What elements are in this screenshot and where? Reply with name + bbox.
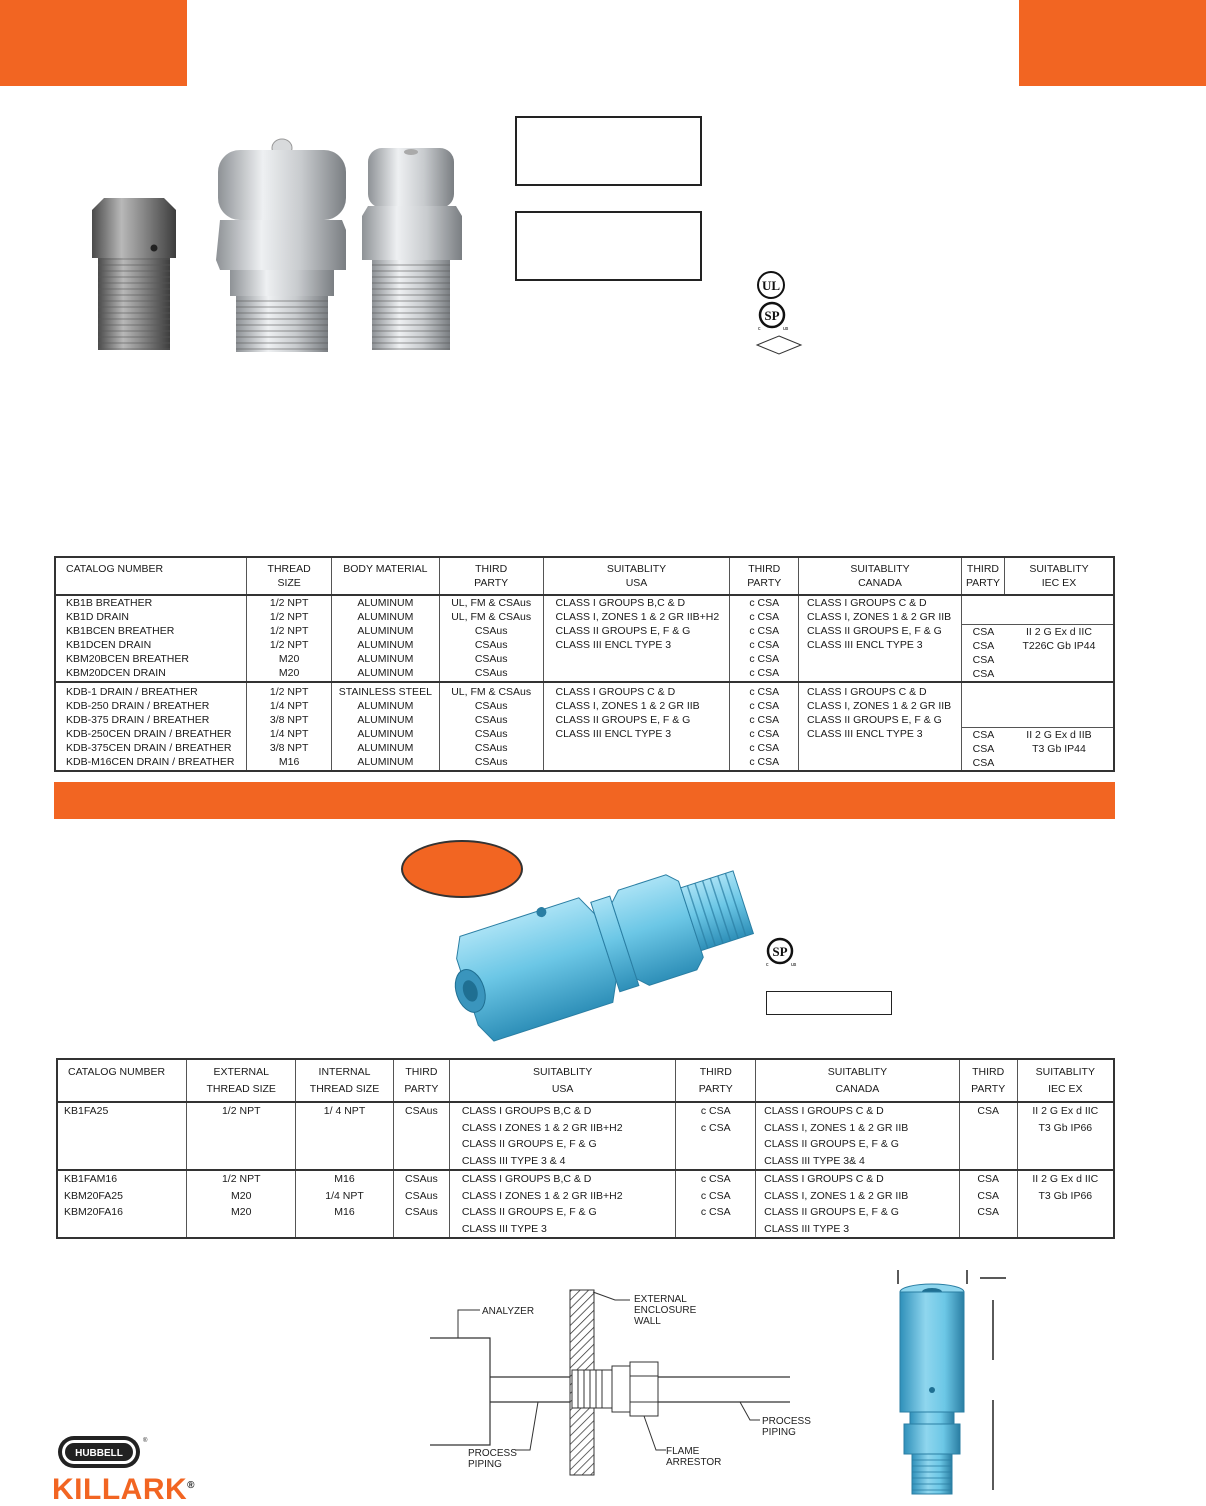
catalog-cell: KB1FAM16 KBM20FA25 KBM20FA16 — [64, 1173, 123, 1218]
col-third-party-iec: THIRD PARTY — [961, 557, 1004, 595]
col-suitability-iec: SUITABLITY IEC EX — [1017, 1059, 1114, 1102]
external-thread-cell: 1/2 NPT M20 M20 — [187, 1170, 296, 1238]
iec-cell — [961, 595, 1114, 682]
suitability-usa-cell: CLASS I GROUPS B,C & D CLASS I, ZONES 1 & 2 GR IIB+H2 CLASS II GROUPS E, F & G CLASS III ENCL TYPE 3 — [543, 595, 730, 682]
third-party-usa-cell: UL, FM & CSAus UL, FM & CSAus CSAus CSAus CSAus CSAus — [439, 595, 543, 682]
col-external-thread: EXTERNAL THREAD SIZE — [187, 1059, 296, 1102]
csa-certified-icon — [756, 300, 792, 332]
col-third-party-usa: THIRD PARTY — [393, 1059, 449, 1102]
catalog-cell: KDB-1 DRAIN / BREATHER KDB-250 DRAIN / BREATHER KDB-375 DRAIN / BREATHER KDB-250CEN DRAIN / BREATHER KDB-375CEN DRAIN / BREATHER KDB-M16CEN DRAIN / BREATHER — [66, 686, 235, 768]
hubbell-logo — [56, 1434, 146, 1470]
flame-arrestor-shape — [612, 1366, 630, 1412]
internal-thread-cell: M16 1/4 NPT M16 — [296, 1170, 394, 1238]
iec-party-cell: CSA — [959, 1102, 1017, 1170]
suitability-canada-cell: CLASS I GROUPS C & D CLASS I, ZONES 1 & 2 GR IIB CLASS II GROUPS E, F & G CLASS III ENCL TYPE 3 — [799, 682, 962, 771]
third-party-usa-cell: UL, FM & CSAus CSAus CSAus CSAus CSAus CSAus — [439, 682, 543, 771]
process-right-label-1: PROCESS — [762, 1416, 811, 1427]
third-party-canada-cell: c CSA c CSA c CSA — [676, 1170, 756, 1238]
svg-text:c: c — [766, 962, 769, 968]
csa-certified-icon-2 — [764, 936, 800, 968]
col-suitability-canada: SUITABLITY CANADA — [799, 557, 962, 595]
registered-mark: ® — [187, 1480, 196, 1491]
section-band — [54, 782, 1115, 819]
col-catalog-number: CATALOG NUMBER — [55, 557, 247, 595]
iec-cell — [961, 682, 1114, 771]
killark-wordmark: KILLARK — [52, 1473, 188, 1506]
thread-cell: 1/2 NPT 1/4 NPT 3/8 NPT 1/4 NPT 3/8 NPT M16 — [247, 682, 332, 771]
third-party-canada-cell: c CSA c CSA — [676, 1102, 756, 1170]
info-box-small — [766, 991, 892, 1015]
arrestor-label-1: FLAME — [666, 1446, 700, 1457]
suitability-canada-cell: CLASS I GROUPS C & D CLASS I, ZONES 1 & 2 GR IIB CLASS II GROUPS E, F & G CLASS III TYPE 3& 4 — [756, 1102, 960, 1170]
iec-party-list: CSA CSA CSA CSA — [972, 626, 995, 680]
catalog-cell: KB1B BREATHER KB1D DRAIN KB1BCEN BREATHER KB1DCEN DRAIN KBM20BCEN BREATHER KBM20DCEN DRAIN — [55, 595, 247, 682]
external-thread-cell: 1/2 NPT — [187, 1102, 296, 1170]
table1-group-1 — [55, 595, 1114, 682]
aluminum-breather-photo — [216, 139, 346, 352]
internal-thread-cell: 1/ 4 NPT — [296, 1102, 394, 1170]
iec-suitability-list: II 2 G Ex d IIC T226C Gb IP44 — [1022, 626, 1096, 652]
table2-header-row — [57, 1059, 1114, 1102]
material-cell: ALUMINUM ALUMINUM ALUMINUM ALUMINUM ALUMINUM ALUMINUM — [331, 595, 439, 682]
analyzer-label: ANALYZER — [482, 1306, 535, 1317]
col-third-party-iec: THIRD PARTY — [959, 1059, 1017, 1102]
third-party-canada-cell: c CSA c CSA c CSA c CSA c CSA c CSA — [730, 595, 799, 682]
col-suitability-usa: SUITABLITY USA — [543, 557, 730, 595]
col-catalog-number: CATALOG NUMBER — [57, 1059, 187, 1102]
col-third-party-usa: THIRD PARTY — [439, 557, 543, 595]
third-party-usa-cell: CSAus — [393, 1102, 449, 1170]
svg-text:SP: SP — [764, 308, 780, 323]
iec-suitability-cell: II 2 G Ex d IIC T3 Gb IP66 — [1017, 1170, 1114, 1238]
catalog-cell: KB1FA25 — [57, 1102, 187, 1170]
svg-text:us: us — [791, 962, 797, 968]
suitability-usa-cell: CLASS I GROUPS C & D CLASS I, ZONES 1 & 2 GR IIB CLASS II GROUPS E, F & G CLASS III ENCL TYPE 3 — [543, 682, 730, 771]
stainless-drain-photo — [92, 198, 176, 350]
aluminum-drain-photo — [362, 148, 462, 350]
iec-suitability-cell: II 2 G Ex d IIC T3 Gb IP66 — [1017, 1102, 1114, 1170]
suitability-canada-cell: CLASS I GROUPS C & D CLASS I, ZONES 1 & 2 GR IIB CLASS II GROUPS E, F & G CLASS III ENCL TYPE 3 — [799, 595, 962, 682]
suitability-canada-cell: CLASS I GROUPS C & D CLASS I, ZONES 1 & 2 GR IIB CLASS II GROUPS E, F & G CLASS III TYPE 3 — [756, 1170, 960, 1238]
info-box-top — [515, 116, 702, 186]
wall-label-3: WALL — [634, 1316, 661, 1327]
iec-suitability-list: II 2 G Ex d IIB T3 Gb IP44 — [1026, 729, 1092, 755]
process-left-label-1: PROCESS — [468, 1448, 517, 1459]
arrestor-label-2: ARRESTOR — [666, 1457, 722, 1468]
wall-label-1: EXTERNAL — [634, 1294, 687, 1305]
col-suitability-usa: SUITABLITY USA — [449, 1059, 676, 1102]
svg-text:®: ® — [143, 1438, 148, 1444]
flame-arrestor-table — [56, 1058, 1115, 1239]
thread-cell: 1/2 NPT 1/2 NPT 1/2 NPT 1/2 NPT M20 M20 — [247, 595, 332, 682]
top-right-tab — [1019, 0, 1206, 86]
col-internal-thread: INTERNAL THREAD SIZE — [296, 1059, 394, 1102]
killark-logo — [52, 1470, 195, 1506]
table2-group-1 — [57, 1102, 1114, 1170]
table1-header-row — [55, 557, 1114, 595]
installation-diagram — [420, 1280, 830, 1480]
table1-group-2 — [55, 682, 1114, 771]
table2-group-2 — [57, 1170, 1114, 1238]
svg-text:c: c — [758, 326, 761, 332]
svg-text:us: us — [783, 326, 789, 332]
col-thread-size: THREAD SIZE — [247, 557, 332, 595]
iec-party-cell: CSA CSA CSA — [959, 1170, 1017, 1238]
process-left-label-2: PIPING — [468, 1459, 502, 1470]
info-box-bottom — [515, 211, 702, 281]
process-right-label-2: PIPING — [762, 1427, 796, 1438]
col-suitability-iec: SUITABLITY IEC EX — [1004, 557, 1114, 595]
suitability-usa-cell: CLASS I GROUPS B,C & D CLASS I ZONES 1 & 2 GR IIB+H2 CLASS II GROUPS E, F & G CLASS III TYPE 3 — [449, 1170, 676, 1238]
breather-drain-products-image — [70, 130, 490, 360]
breather-drain-table — [54, 556, 1115, 772]
third-party-usa-cell: CSAus CSAus CSAus — [393, 1170, 449, 1238]
fm-approved-diamond-icon — [755, 334, 803, 356]
col-third-party-canada: THIRD PARTY — [676, 1059, 756, 1102]
ul-listed-icon — [756, 270, 786, 300]
wall-label-2: ENCLOSURE — [634, 1305, 697, 1316]
analyzer-box — [430, 1338, 490, 1445]
col-suitability-canada: SUITABLITY CANADA — [756, 1059, 960, 1102]
svg-text:HUBBELL: HUBBELL — [75, 1448, 123, 1459]
top-left-tab — [0, 0, 187, 86]
svg-text:SP: SP — [772, 944, 788, 959]
suitability-usa-cell: CLASS I GROUPS B,C & D CLASS I ZONES 1 & 2 GR IIB+H2 CLASS II GROUPS E, F & G CLASS III TYPE 3 & 4 — [449, 1102, 676, 1170]
col-third-party-canada: THIRD PARTY — [730, 557, 799, 595]
third-party-canada-cell: c CSA c CSA c CSA c CSA c CSA c CSA — [730, 682, 799, 771]
iec-party-list: CSA CSA CSA — [972, 729, 995, 769]
material-cell: STAINLESS STEEL ALUMINUM ALUMINUM ALUMINUM ALUMINUM ALUMINUM — [331, 682, 439, 771]
flame-arrestor-vertical-photo — [880, 1260, 1040, 1500]
svg-text:UL: UL — [761, 278, 781, 293]
flame-arrestor-photo — [430, 860, 740, 1040]
col-body-material: BODY MATERIAL — [331, 557, 439, 595]
